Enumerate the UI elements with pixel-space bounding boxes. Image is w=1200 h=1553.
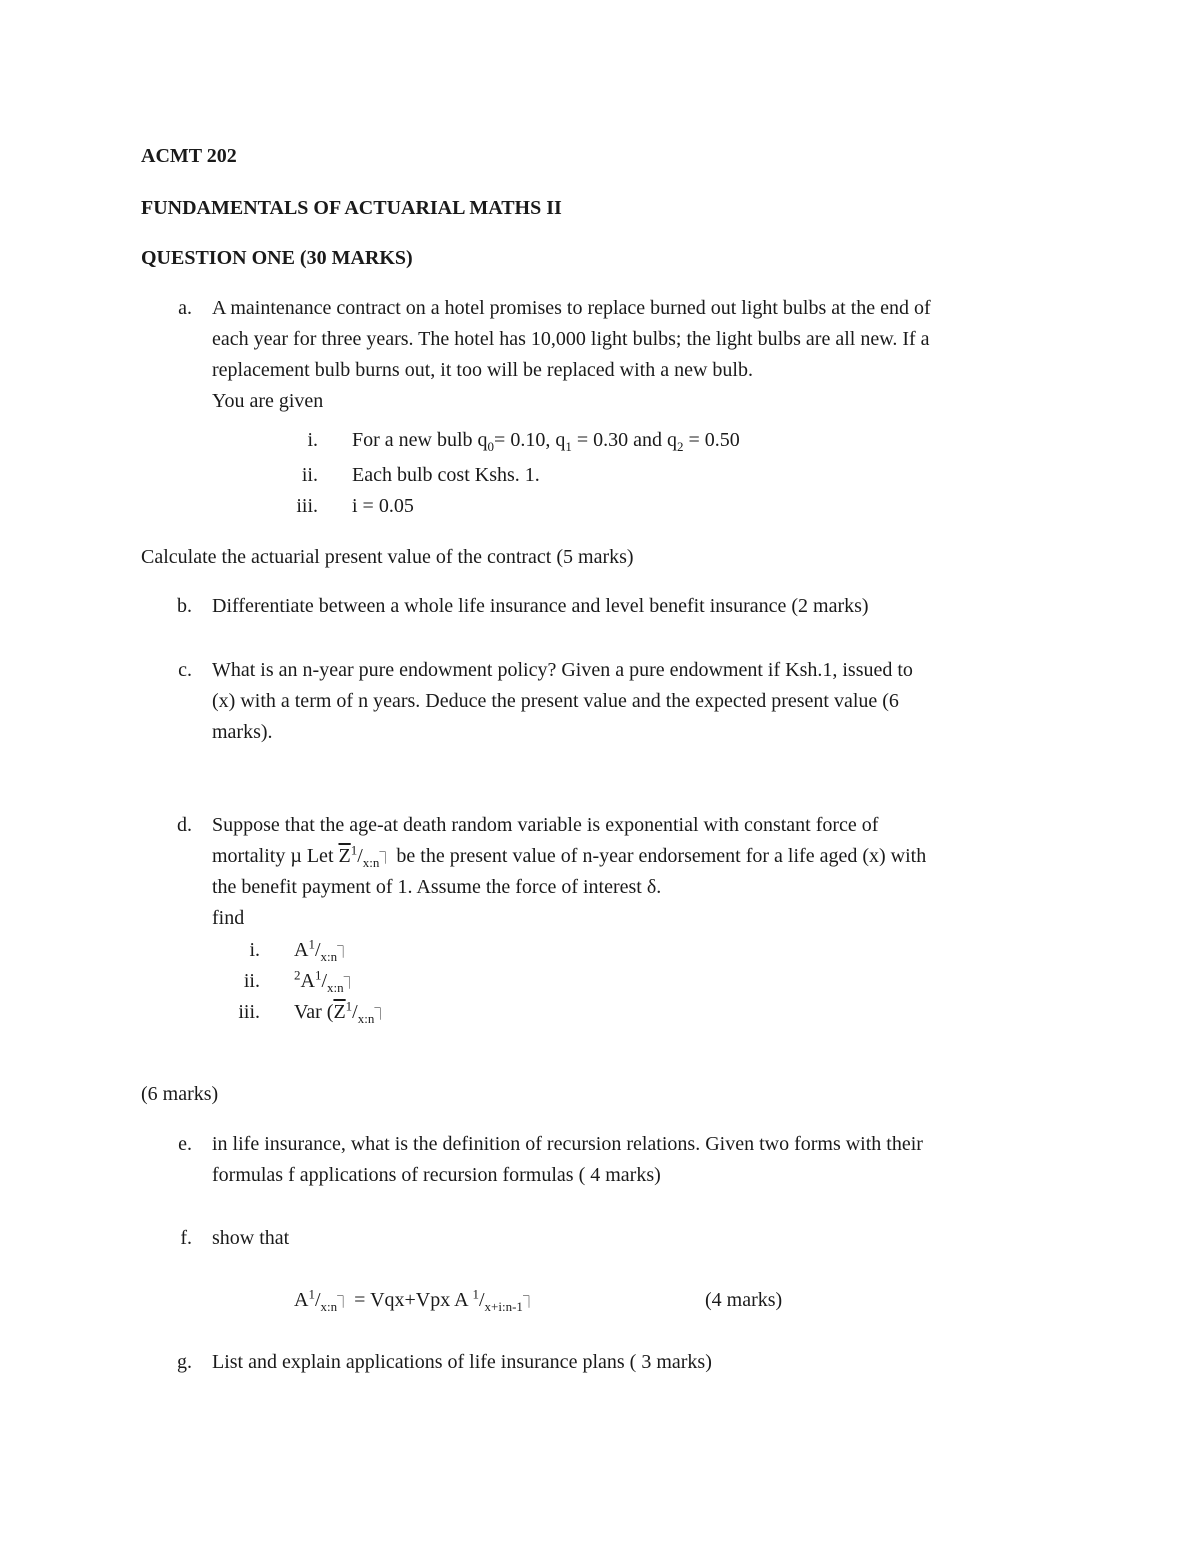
find-ii-label: ii.	[243, 970, 260, 992]
question-a-line-3: replacement bulb burns out, it too will be replaced with a new bulb.	[212, 359, 753, 381]
find-iii-formula: Var ($\overline{Z}^1/_{x:n}⏋$	[294, 998, 387, 1026]
find-i-formula: $A^1/_{x:n}⏋$	[294, 936, 350, 964]
find-iii-label: iii.	[238, 1001, 260, 1023]
question-a-instruction: Calculate the actuarial present value of the contract (5 marks)	[141, 546, 634, 568]
question-e-line-1: in life insurance, what is the definition of recursion relations. Given two forms with their	[212, 1133, 923, 1155]
given-iii-label: iii.	[296, 495, 318, 517]
question-c-line-2: (x) with a term of n years. Deduce the present value and the expected present value (6	[212, 690, 899, 712]
question-a-line-2: each year for three years. The hotel has 10,000 light bulbs; the light bulbs are all new. If a	[212, 328, 930, 350]
question-d-line-4: find	[212, 907, 245, 929]
question-f-formula: $A^1/_{x:n}⏋ = Vqx+Vpx$ A $^1/_{x+i:n-1}⏋$	[294, 1286, 535, 1314]
question-c-label: c.	[178, 659, 192, 681]
find-i-label: i.	[249, 939, 260, 961]
question-e-label: e.	[178, 1133, 192, 1155]
question-g-label: g.	[177, 1351, 192, 1373]
given-i-text: For a new bulb $q_0= 0.10$, $q_1 = 0.30$ and $q_2 = 0.50$	[352, 429, 740, 454]
question-heading: QUESTION ONE (30 MARKS)	[141, 247, 413, 269]
question-g-text: List and explain applications of life insurance plans ( 3 marks)	[212, 1351, 712, 1373]
question-b-label: b.	[177, 595, 192, 617]
question-d-line-2: mortality µ Let $\overline{Z}^1/_{x:n}⏋$ be the present value of n-year endorsement for a life aged (x) with	[212, 842, 927, 870]
question-d-line-3: the benefit payment of 1. Assume the force of interest δ.	[212, 876, 662, 898]
given-i-label: i.	[307, 429, 318, 451]
course-code: ACMT 202	[141, 145, 237, 167]
question-b-text: Differentiate between a whole life insurance and level benefit insurance (2 marks)	[212, 595, 869, 617]
question-d-marks: (6 marks)	[141, 1083, 219, 1105]
find-ii-formula: $^2A^1/_{x:n}⏋$	[294, 967, 356, 995]
given-ii-text: Each bulb cost Kshs. 1.	[352, 464, 540, 486]
question-f-text: show that	[212, 1227, 290, 1249]
question-a-line-1: A maintenance contract on a hotel promises to replace burned out light bulbs at the end of	[212, 297, 931, 319]
question-d-label: d.	[177, 814, 192, 836]
given-iii-text: i = 0.05	[352, 495, 414, 517]
question-e-line-2: formulas f applications of recursion formulas ( 4 marks)	[212, 1164, 661, 1186]
question-c-line-1: What is an n-year pure endowment policy? Given a pure endowment if Ksh.1, issued to	[212, 659, 913, 681]
given-ii-label: ii.	[301, 464, 318, 486]
question-a-label: a.	[178, 297, 192, 319]
question-f-label: f.	[180, 1227, 192, 1249]
question-f-marks: (4 marks)	[705, 1289, 783, 1311]
question-c-line-3: marks).	[212, 721, 273, 743]
course-title: FUNDAMENTALS OF ACTUARIAL MATHS II	[141, 197, 562, 219]
question-a-line-4: You are given	[212, 390, 324, 412]
question-d-line-1: Suppose that the age-at death random variable is exponential with constant force of	[212, 814, 879, 836]
